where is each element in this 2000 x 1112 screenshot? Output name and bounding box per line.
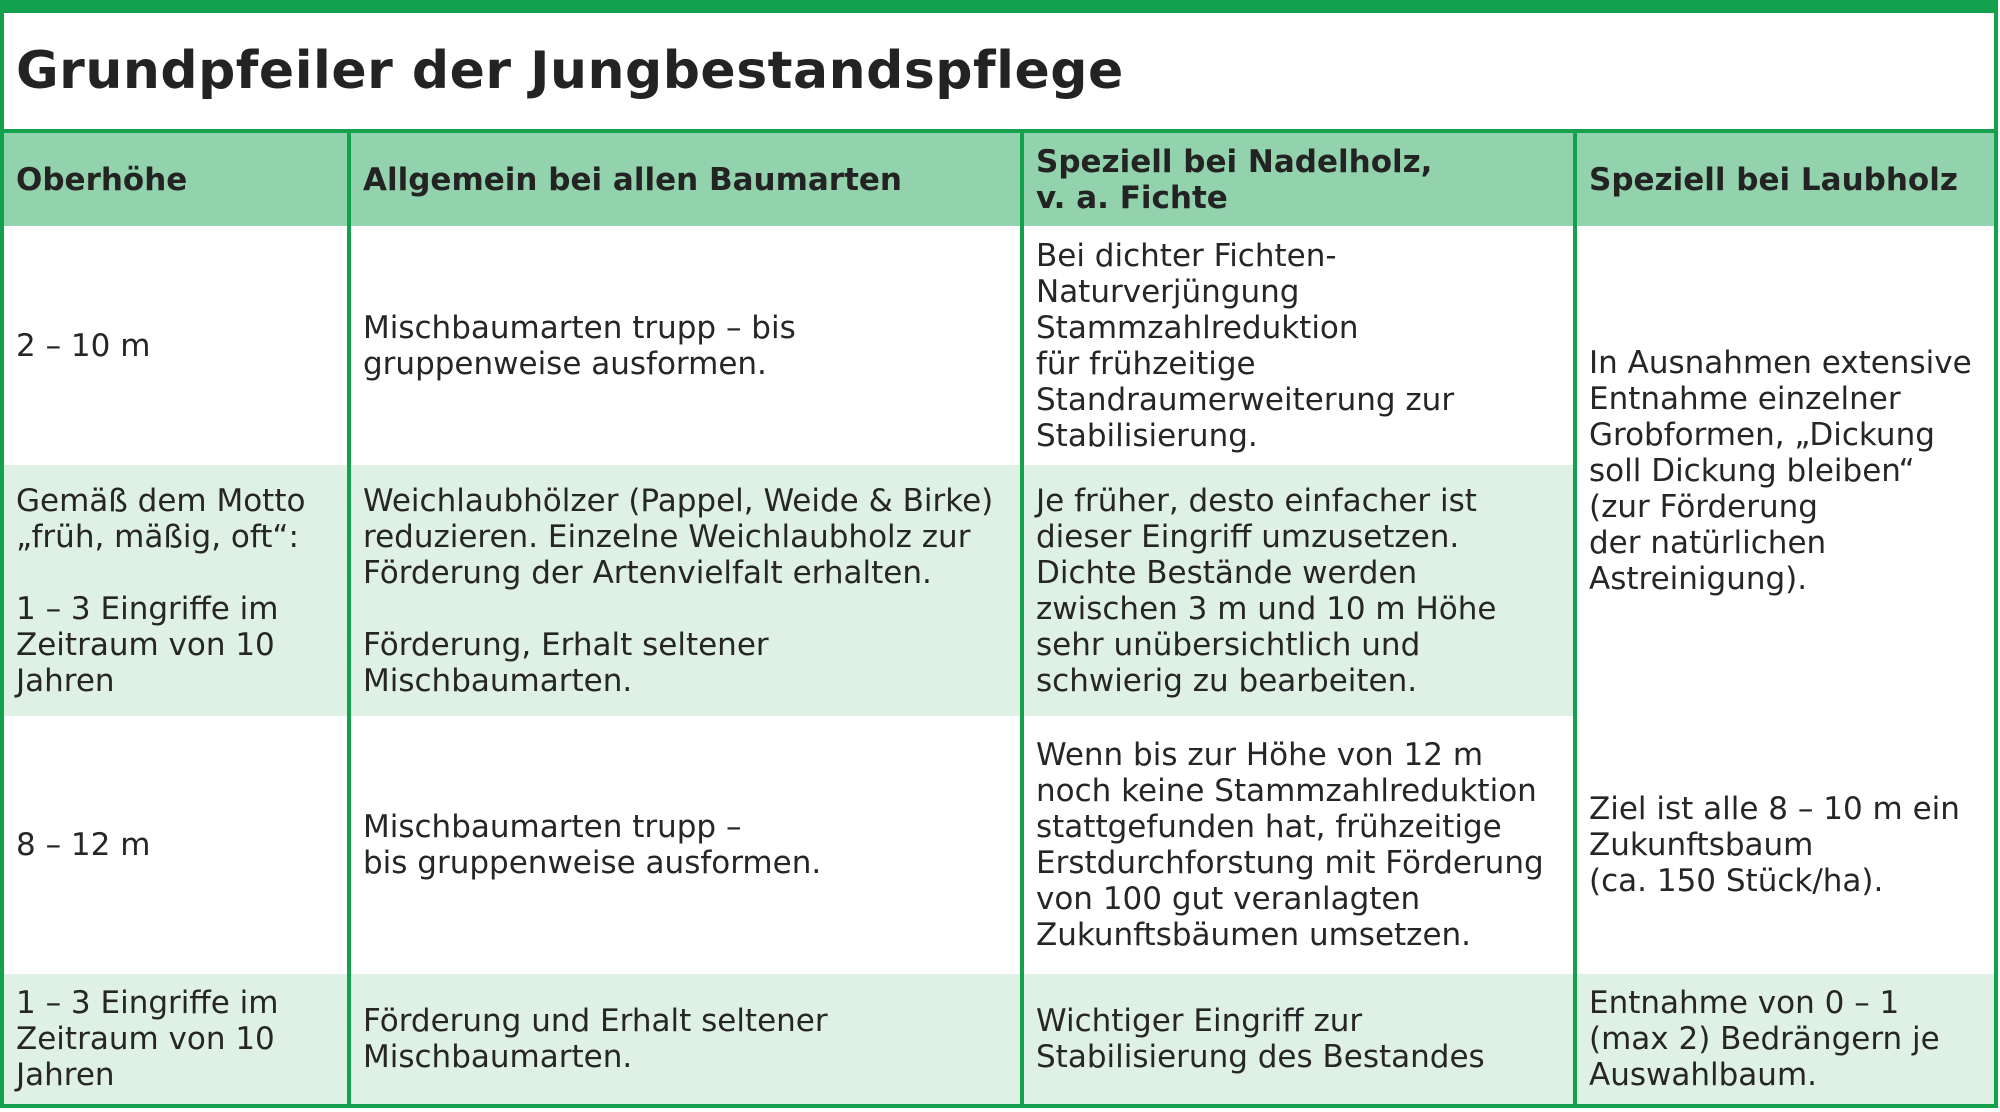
foerderung-text: Förderung, Erhalt seltener Mischbaumarten. (363, 626, 769, 699)
header-nadelholz: Speziell bei Nadelholz, v. a. Fichte (1022, 133, 1575, 226)
table-row (4, 716, 1994, 974)
cell-allgemein (349, 465, 1022, 716)
cell-oberhoehe: 1 – 3 Eingriffe im Zeitraum von 10 Jahren (4, 974, 349, 1104)
cell-oberhoehe (4, 465, 349, 716)
cell-oberhoehe: 2 – 10 m (4, 226, 349, 465)
cell-laubholz: Entnahme von 0 – 1 (max 2) Bedrängern je Auswahlbaum. (1575, 974, 1994, 1104)
jungbestandspflege-table (4, 133, 1994, 1104)
cell-oberhoehe: 8 – 12 m (4, 716, 349, 974)
cell-allgemein: Mischbaumarten trupp – bis gruppenweise ausformen. (349, 226, 1022, 465)
eingriffe-text: 1 – 3 Eingriffe im Zeitraum von 10 Jahren (16, 590, 279, 699)
table-header-row (4, 133, 1994, 226)
page-title: Grundpfeiler der Jungbestandspflege (16, 41, 1124, 101)
cell-laubholz-merged: In Ausnahmen extensive Entnahme einzelner Grobformen, „Dickung soll Dickung bleiben“ (zur Förderung der natürlichen Astreinigung). (1575, 226, 1994, 716)
table-row (4, 974, 1994, 1104)
table-row (4, 226, 1994, 465)
cell-allgemein: Mischbaumarten trupp – bis gruppenweise ausformen. (349, 716, 1022, 974)
cell-nadelholz: Je früher, desto einfacher ist dieser Eingriff umzusetzen. Dichte Bestände werden zwischen 3 m und 10 m Höhe sehr unübersichtlich und schwierig zu bearbeiten. (1022, 465, 1575, 716)
cell-laubholz: Ziel ist alle 8 – 10 m ein Zukunftsbaum (ca. 150 Stück/ha). (1589, 791, 1960, 899)
cell-nadelholz: Wenn bis zur Höhe von 12 m noch keine Stammzahlreduktion stattgefunden hat, frühzeitige Erstdurchforstung mit Förderung von 100 gut veranlagten Zukunftsbäumen umsetzen. (1022, 716, 1575, 974)
header-oberhoehe: Oberhöhe (4, 133, 349, 226)
title-bar (4, 13, 1994, 133)
cell-nadelholz: Wichtiger Eingriff zur Stabilisierung des Bestandes (1022, 974, 1575, 1104)
weichlaubhoelzer-text: Weichlaubhölzer (Pappel, Weide & Birke) reduzieren. Einzelne Weichlaubholz zur Förderung der Artenvielfalt erhalten. (363, 482, 994, 591)
motto-text: Gemäß dem Motto „früh, mäßig, oft“: (16, 482, 306, 555)
cell-nadelholz: Bei dichter Fichten- Naturverjüngung Stammzahlreduktion für frühzeitige Standraumerweiterung zur Stabilisierung. (1022, 226, 1575, 465)
header-laubholz: Speziell bei Laubholz (1575, 133, 1994, 226)
header-allgemein: Allgemein bei allen Baumarten (349, 133, 1022, 226)
cell-allgemein: Förderung und Erhalt seltener Mischbaumarten. (349, 974, 1022, 1104)
